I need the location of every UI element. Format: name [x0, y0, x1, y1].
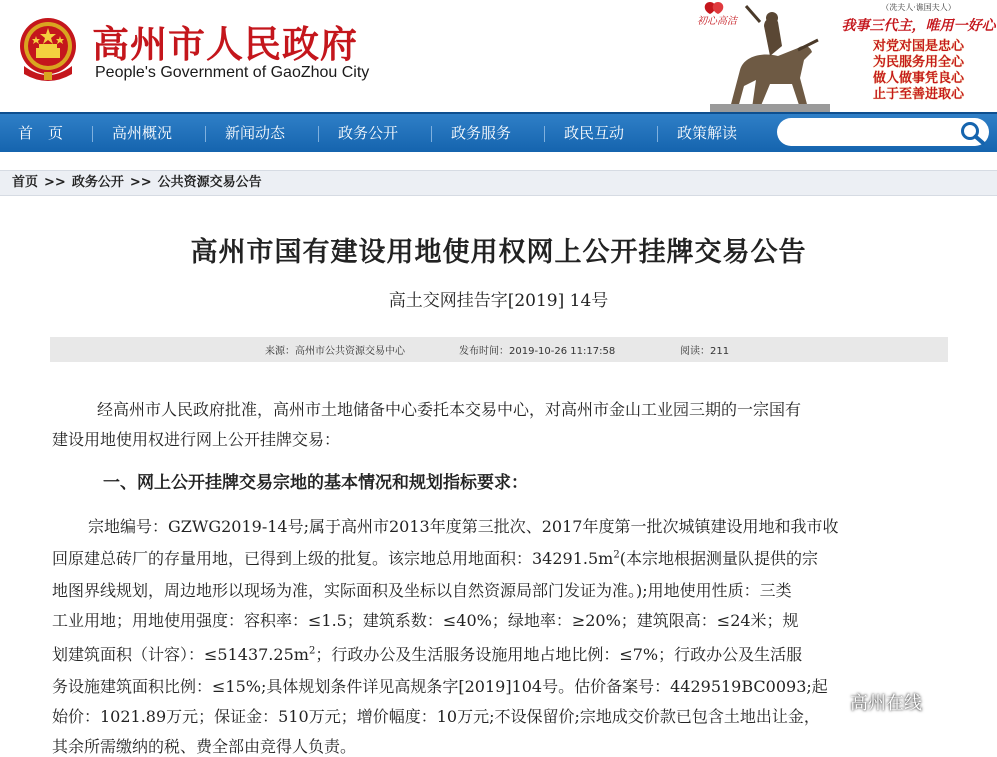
breadcrumb-separator: >> — [129, 175, 152, 190]
article-publish-time: 发布时间：2019-10-26 11:17:58 — [459, 346, 616, 357]
nav-item-home[interactable]: 首 页 — [18, 124, 64, 142]
breadcrumb-gov-affairs[interactable]: 政务公开 — [71, 175, 124, 190]
slogan-line: 止于至善进取心 — [872, 87, 964, 102]
nav-divider — [544, 126, 545, 142]
search-icon[interactable] — [958, 121, 988, 145]
nav-item-policy[interactable]: 政策解读 — [677, 124, 738, 142]
slogan-line: 对党对国是忠心 — [872, 39, 964, 54]
breadcrumb-current[interactable]: 公共资源交易公告 — [157, 175, 262, 190]
nav-divider — [431, 126, 432, 142]
body-line: 务设施建筑面积比例：≤15%;具体规划条件详见高规条字[2019]104号。估价备案号：4429519BC0093;起 — [52, 677, 828, 696]
slogan-calligraphy: 我事三代主，唯用一好心 — [841, 18, 996, 34]
document-number: 高土交网挂告字[2019] 14号 — [388, 291, 609, 311]
nav-item-overview[interactable]: 高州概况 — [112, 124, 173, 142]
article-view-count: 阅读：211 — [680, 346, 730, 357]
nav-divider — [657, 126, 658, 142]
superscript: 2 — [308, 645, 316, 657]
nav-item-services[interactable]: 政务服务 — [451, 124, 512, 142]
nav-divider — [92, 126, 93, 142]
nav-item-gov-affairs[interactable]: 政务公开 — [338, 124, 399, 142]
article-title: 高州市国有建设用地使用权网上公开挂牌交易公告 — [190, 237, 807, 268]
wechat-watermark-icon — [826, 690, 848, 712]
intro-paragraph-line: 经高州市人民政府批准，高州市土地储备中心委托本交易中心，对高州市金山工业园三期的一宗国有 — [97, 400, 802, 419]
body-line — [52, 546, 818, 569]
body-text: 回原建总砖厂的存量用地，已得到上级的批复。该宗地总用地面积：34291.5m — [52, 549, 614, 568]
site-name-en: People's Government of GaoZhou City — [95, 64, 370, 81]
article-source: 来源：高州市公共资源交易中心 — [265, 346, 405, 357]
body-text: (本宗地根据测量队提供的宗 — [619, 549, 818, 568]
body-line: 地图界线规划，周边地形以现场为准，实际面积及坐标以自然资源局部门发证为准。);用地使用性质：三类 — [52, 581, 792, 600]
intro-paragraph-line: 建设用地使用权进行网上公开挂牌交易： — [52, 430, 341, 449]
watermark-text: 高州在线 — [850, 693, 922, 714]
body-line: 始价：1021.89万元；保证金：510万元；增价幅度：10万元;不设保留价;宗地成交价款已包含土地出让金， — [52, 707, 820, 726]
body-line — [52, 642, 802, 665]
breadcrumb — [12, 170, 262, 196]
nav-divider — [318, 126, 319, 142]
body-text: ；行政办公及生活服务设施用地占地比例：≤7%；行政办公及生活服 — [315, 645, 803, 664]
superscript: 2 — [613, 549, 620, 561]
horse-rider-statue-icon — [700, 0, 840, 112]
nav-item-news[interactable]: 新闻动态 — [225, 124, 286, 142]
breadcrumb-home[interactable]: 首页 — [12, 175, 39, 190]
section-heading: 一、网上公开挂牌交易宗地的基本情况和规划指标要求： — [103, 473, 528, 493]
nav-divider — [205, 126, 206, 142]
site-name-cn[interactable]: 高州市人民政府 — [92, 23, 358, 66]
slogan-line: 为民服务用全心 — [872, 55, 964, 70]
body-text: 划建筑面积（计容）：≤51437.25m — [52, 645, 309, 664]
slogan-panel — [840, 2, 997, 103]
national-emblem-icon[interactable] — [14, 14, 82, 86]
body-line: 工业用地；用地使用强度：容积率：≤1.5；建筑系数：≤40%；绿地率：≥20%；建筑限高：≤24米；规 — [52, 611, 799, 630]
body-line: 其余所需缴纳的税、费全部由竞得人负责。 — [52, 737, 357, 756]
slogan-line: 做人做事凭良心 — [872, 71, 964, 86]
nav-item-interaction[interactable]: 政民互动 — [564, 124, 625, 142]
slogan-attribution: （冼夫人·谯国夫人） — [881, 3, 956, 12]
body-line: 宗地编号：GZWG2019-14号;属于高州市2013年度第三批次、2017年度第一批次城镇建设用地和我市收 — [88, 517, 839, 536]
seal-text: 初心高洁 — [697, 16, 737, 27]
breadcrumb-separator: >> — [44, 175, 66, 190]
site-header — [0, 0, 997, 112]
